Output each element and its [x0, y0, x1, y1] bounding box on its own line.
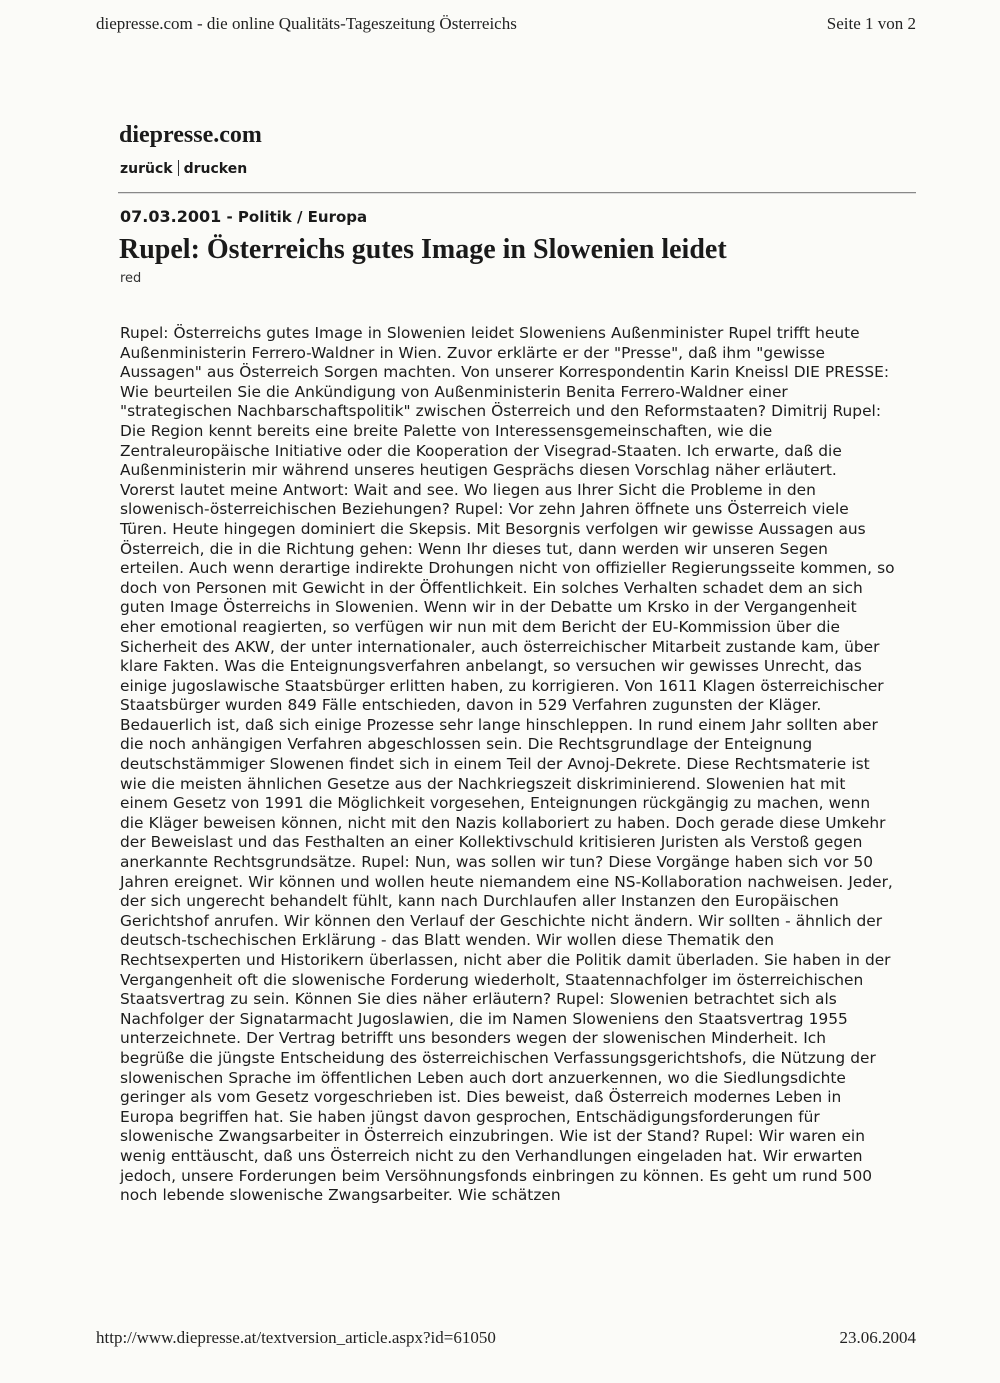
article-author: red [120, 271, 142, 286]
article-section: Politik / Europa [237, 208, 368, 226]
article-headline: Rupel: Österreichs gutes Image in Slowenien leidet [119, 234, 727, 265]
header-divider [118, 192, 916, 194]
article-date: 07.03.2001 [120, 207, 222, 226]
site-title: diepresse.com [119, 122, 262, 148]
article-nav [120, 160, 247, 177]
print-header-title: diepresse.com - die online Qualitäts-Tageszeitung Österreichs [96, 14, 517, 33]
print-footer [96, 1328, 916, 1348]
footer-print-date: 23.06.2004 [839, 1328, 916, 1347]
print-page-number: Seite 1 von 2 [826, 14, 916, 33]
print-header [96, 14, 916, 34]
article-body: Rupel: Österreichs gutes Image in Slowenien leidet Sloweniens Außenminister Rupel trifft heute Außenministerin Ferrero-Waldner in Wien. Zuvor erklärte er der "Presse", daß ihm "gewisse Aussagen" aus Österreich Sorgen machten. Von unserer Korrespondentin Karin Kneissl DIE PRESSE: Wie beurteilen Sie die Ankündigung von Außenministerin Benita Ferrero-Waldner einer "strategischen Nachbarschaftspolitik" zwischen Österreich und den Reformstaaten? Dimitrij Rupel: Die Region kennt bereits eine breite Palette von Interessensgemeinschaften, wie die Zentraleuropäische Initiative oder die Kooperation der Visegrad-Staaten. Ich erwarte, daß die Außenministerin mir während unseres heutigen Gesprächs diesen Vorschlag näher erläutert. Vorerst lautet meine Antwort: Wait and see. Wo liegen aus Ihrer Sicht die Probleme in den slowenisch-österreichischen Beziehungen? Rupel: Vor zehn Jahren öffnete uns Österreich viele Türen. Heute hingegen dominiert die Skepsis. Mit Besorgnis verfolgen wir gewisse Aussagen aus Österreich, die in die Richtung gehen: Wenn Ihr dieses tut, dann werden wir unseren Segen erteilen. Auch wenn derartige indirekte Drohungen nicht von offizieller Regierungsseite kommen, so doch von Personen mit Gewicht in der Öffentlichkeit. Ein solches Verhalten schadet dem an sich guten Image Österreichs in Slowenien. Wenn wir in der Debatte um Krsko in der Vergangenheit eher emotional reagierten, so verfügen wir nun mit dem Bericht der EU-Kommission über die Sicherheit des AKW, der unter internationaler, auch österreichischer Mitarbeit zustande kam, über klare Fakten. Was die Enteignungsverfahren anbelangt, so versuchen wir gewisses Unrecht, das einige jugoslawische Staatsbürger erlitten haben, zu korrigieren. Von 1611 Klagen österreichischer Staatsbürger wurden 849 Fälle entschieden, davon in 529 Verfahren zugunsten der Kläger. Bedauerlich ist, daß sich einige Prozesse sehr lange hinschleppen. In rund einem Jahr sollten aber die noch anhängigen Verfahren abgeschlossen sein. Die Rechtsgrundlage der Enteignung deutschstämmiger Slowenen findet sich in einem Teil der Avnoj-Dekrete. Diese Rechtsmaterie ist wie die meisten ähnlichen Gesetze aus der Nachkriegszeit diskriminierend. Slowenien hat mit einem Gesetz von 1991 die Möglichkeit vorgesehen, Enteignungen rückgängig zu machen, wenn die Kläger beweisen können, nicht mit den Nazis kollaboriert zu haben. Doch gerade diese Umkehr der Beweislast und das Festhalten an einer Kollektivschuld kritisieren Juristen als Verstoß gegen anerkannte Rechtsgrundsätze. Rupel: Nun, was sollen wir tun? Diese Vorgänge haben sich vor 50 Jahren ereignet. Wir können und wollen heute niemandem eine NS-Kollaboration nachweisen. Jeder, der sich ungerecht behandelt fühlt, kann nach Durchlaufen aller Instanzen den Europäischen Gerichtshof anrufen. Wir können den Verlauf der Geschichte nicht ändern. Wir sollten - ähnlich der deutsch-tschechischen Erklärung - das Blatt wenden. Wir wollen diese Thematik den Rechtsexperten und Historikern überlassen, nicht aber die Politik damit überladen. Sie haben in der Vergangenheit oft die slowenische Forderung wiederholt, Staatennachfolger im österreichischen Staatsvertrag zu sein. Können Sie dies näher erläutern? Rupel: Slowenien betrachtet sich als Nachfolger der Signatarmacht Jugoslawien, die im Namen Sloweniens den Staatsvertrag 1955 unterzeichnete. Der Vertrag betrifft uns besonders wegen der slowenischen Minderheit. Ich begrüße die jüngste Entscheidung des österreichischen Verfassungsgerichtshofs, die Nützung der slowenischen Sprache im öffentlichen Leben auch dort anzuerkennen, wo die Siedlungsdichte geringer als vom Gesetz vorgeschrieben ist. Dies beweist, daß Österreich modernes Leben in Europa begriffen hat. Sie haben jüngst davon gesprochen, Entschädigungsforderungen für slowenische Zwangsarbeiter in Österreich einzubringen. Wie ist der Stand? Rupel: Wir waren ein wenig enttäuscht, daß uns Österreich nicht zu den Verhandlungen eingeladen hat. Wir erwarten jedoch, unsere Forderungen beim Versöhnungsfonds einbringen zu können. Es geht um rund 500 noch lebende slowenische Zwangsarbeiter. Wie schätzen [120, 324, 895, 1205]
article-meta [120, 207, 367, 226]
print-link[interactable]: drucken [183, 161, 248, 177]
nav-divider [178, 160, 179, 176]
footer-url: http://www.diepresse.at/textversion_article.aspx?id=61050 [96, 1328, 496, 1347]
meta-separator: - [221, 208, 238, 226]
back-link[interactable]: zurück [120, 161, 173, 177]
